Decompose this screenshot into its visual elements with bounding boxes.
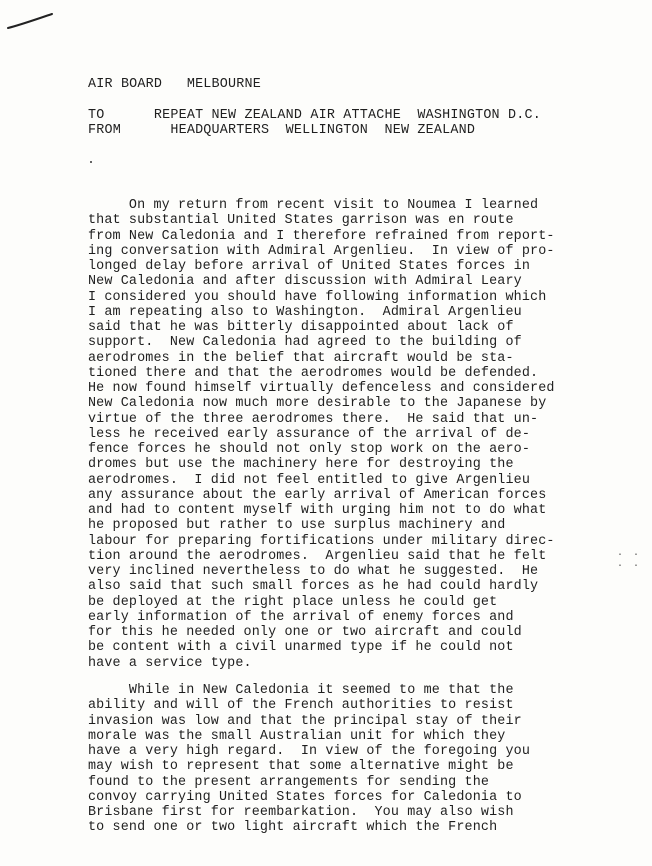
- text-line: less he received early assurance of the arrival of de-: [88, 426, 531, 442]
- text-line: ing conversation with Admiral Argenlieu. In view of pro-: [88, 243, 555, 259]
- text-line: that substantial United States garrison was en route: [88, 213, 514, 229]
- text-line: fence forces he should not only stop work on the aero-: [88, 442, 531, 457]
- text-line: convoy carrying United States forces for Caledonia to: [88, 789, 522, 805]
- text-line: morale was the small Australian unit for which they: [88, 728, 506, 744]
- text-line: virtue of the three aerodromes there. He said that un-: [88, 411, 539, 427]
- text-line: said that he was bitterly disappointed about lack of: [88, 320, 514, 335]
- text-line: New Caledonia now much more desirable to the Japanese by: [88, 396, 547, 412]
- to-line: TO REPEAT NEW ZEALAND AIR ATTACHE WASHINGTON D.C.: [88, 108, 541, 123]
- text-line: be content with a civil unarmed type if he could not: [88, 640, 514, 656]
- text-line: from New Caledonia and I therefore refrained from report-: [88, 228, 555, 244]
- text-line: New Caledonia and after discussion with Admiral Leary: [88, 274, 522, 290]
- text-line: I considered you should have following information which: [88, 289, 547, 305]
- text-line: While in New Caledonia it seemed to me that the: [88, 683, 514, 698]
- paragraph-two: [88, 683, 628, 836]
- pen-stroke-mark: [6, 10, 56, 32]
- text-line: for this he needed only one or two aircraft and could: [88, 625, 522, 640]
- text-line: He now found himself virtually defenceless and considered: [88, 381, 555, 396]
- document-title: AIR BOARD MELBOURNE: [88, 77, 261, 92]
- text-line: ability and will of the French authorities to resist: [88, 698, 514, 714]
- from-line: FROM HEADQUARTERS WELLINGTON NEW ZEALAND: [88, 123, 476, 138]
- text-line: aerodromes. I did not feel entitled to give Argenlieu: [88, 472, 531, 488]
- text-line: On my return from recent visit to Noumea I learned: [88, 198, 539, 213]
- text-line: any assurance about the early arrival of American forces: [88, 487, 547, 503]
- text-line: also said that such small forces as he had could hardly: [88, 579, 539, 595]
- margin-dot-marks: . . . .: [617, 548, 642, 570]
- stray-dot-mark: [90, 161, 92, 163]
- text-line: he proposed but rather to use surplus machinery and: [88, 518, 506, 534]
- text-line: dromes but use the machinery here for destroying the: [88, 457, 514, 473]
- text-line: have a very high regard. In view of the foregoing you: [88, 744, 531, 759]
- text-line: tioned there and that the aerodromes would be defended.: [88, 365, 539, 381]
- text-line: tion around the aerodromes. Argenlieu said that he felt: [88, 548, 547, 564]
- text-line: labour for preparing fortifications under military direc-: [88, 533, 555, 549]
- text-line: aerodromes in the belief that aircraft would be sta-: [88, 350, 514, 366]
- text-line: to send one or two light aircraft which the French: [88, 820, 498, 836]
- text-line: very inclined nevertheless to do what he suggested. He: [88, 564, 539, 579]
- text-line: early information of the arrival of enemy forces and: [88, 609, 514, 625]
- text-line: longed delay before arrival of United States forces in: [88, 259, 531, 274]
- text-line: Brisbane first for reembarkation. You may also wish: [88, 805, 514, 820]
- text-line: support. New Caledonia had agreed to the building of: [88, 335, 522, 351]
- text-line: invasion was low and that the principal stay of their: [88, 713, 522, 729]
- text-line: I am repeating also to Washington. Admiral Argenlieu: [88, 304, 522, 320]
- text-line: and had to content myself with urging him not to do what: [88, 503, 547, 518]
- text-line: be deployed at the right place unless he could get: [88, 594, 498, 610]
- text-line: found to the present arrangements for sending the: [88, 774, 490, 790]
- text-line: may wish to represent that some alternative might be: [88, 759, 514, 775]
- text-line: have a service type.: [88, 655, 252, 671]
- paragraph-one: [88, 198, 628, 671]
